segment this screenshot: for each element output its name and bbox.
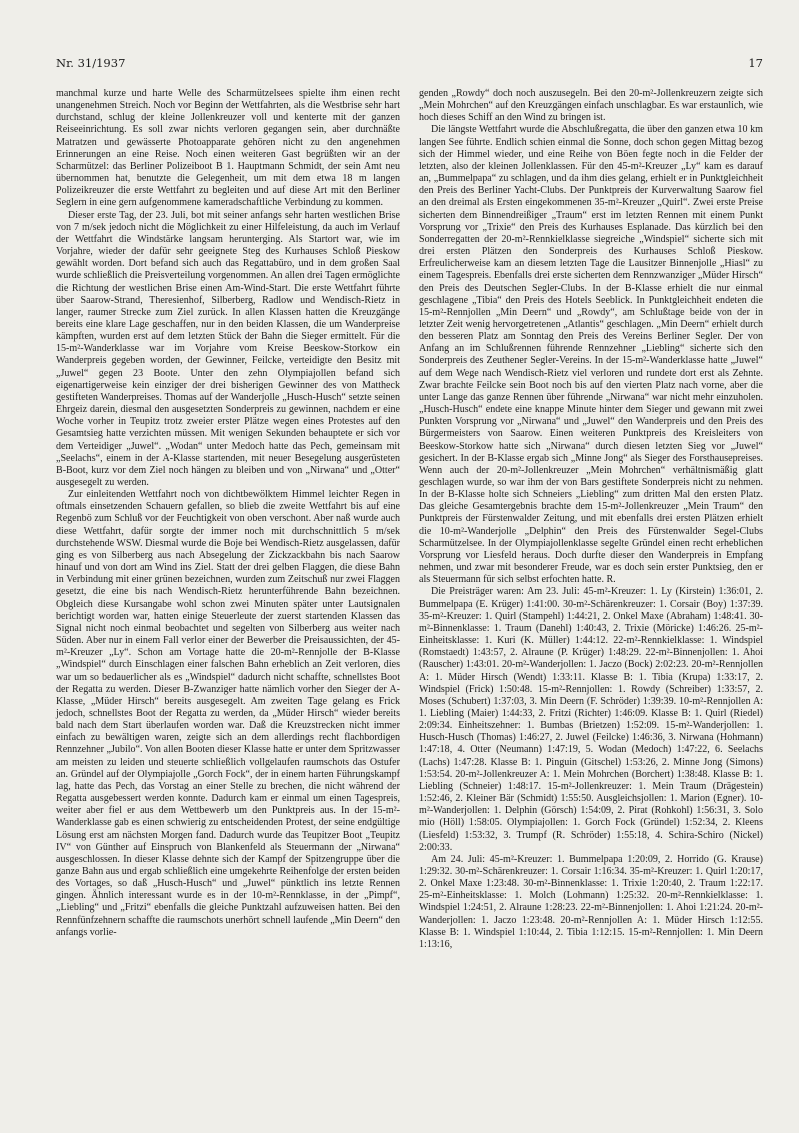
paragraph: genden „Rowdy“ doch noch auszusegeln. Bei den 20-m²-Jollenkreuzern zeigte sich „Mein Mohrchen“ auf den Kreuzgängen einfach unschlagbar. Es war erstaunlich, wie hoch dieses Schiff an den Wind zu bringen ist. xyxy=(419,88,763,124)
right-column xyxy=(419,88,763,951)
paragraph: Die längste Wettfahrt wurde die Abschlußregatta, die über den ganzen etwa 10 km langen See führte. Endlich schien einmal die Sonne, doch schon gegen Mittag bezog sich der Himmel wieder, und eine Reihe von Böen fegte noch in die Felder der letzten, also der kleinen Jollenklassen. Für den 45-m²-Kreuzer „Ly“ kam es darauf an, „Bummelpapa“ zu schlagen, und da ihm dies gelang, erhielt er in Punktgleichheit den Preis des Berliner Yacht-Clubs. Der Punktpreis der Kurverwaltung Saarow fiel an den dreimal als Ersten eingekommenen 35-m²-Kreuzer „Quirl“. Zwei erste Preise sicherten dem Binnendreißiger „Traum“ erst im letzten Rennen mit einem Punkt Vorsprung vor „Trixie“ den Preis des Kurhauses Esplanade. Das kürzlich bei den Sonderregatten der 20-m²-Rennkielklasse siegreiche „Windspiel“ sicherte sich mit drei ersten Plätzen den Sonderpreis des Kurhauses Schloß Pieskow. Erfreulicherweise kam an diesem letzten Tage die Lausitzer Binnenjolle „Hiasl“ zu einem Tagespreis. Ebenfalls drei erste sicherten dem Rennzwanziger „Müder Hirsch“ den Preis des Deutschen Segler-Clubs. In der B-Klasse erhielt die nur einmal geschlagene „Tibia“ den Preis des Hotels Seeblick. In Punktgleichheit endeten die 15-m²-Rennjollen „Min Deern“ und „Rowdy“, am Schlußtage beide von der in letzter Zeit wenig hervorgetretenen „Atlantis“ geschlagen. „Min Deern“ erhielt durch den besseren Platz am Sonntag den Preis des Vereins Berliner Segler. Der von Anfang an im Schlußrennen führende Rennzehner „Liebling“ sicherte sich den Sonderpreis des Zeuthener Segler-Vereins. In der 15-m²-Wanderklasse hatte „Juwel“ auf dem Wege nach Wendisch-Rietz viel verloren und rundete dort erst als Zehnte. Zwar brachte Feilcke sein Boot noch bis auf den vierten Platz nach vorne, aber die unter Lange das ganze Rennen über führende „Nirwana“ war nicht mehr einzuholen. „Husch-Husch“ endete eine knappe Minute hinter dem Sieger und gewann mit zwei Punkten Vorsprung vor „Nirwana“ und „Juwel“ den Wanderpreis und den Preis des Bürgermeisters von Saarow. Einen weiteren Punktpreis des Kreisleiters von Beeskow-Storkow hatte sich „Nirwana“ durch diesen letzten Sieg vor „Juwel“ gesichert. In der B-Klasse ergab sich „Minne Jong“ als Sieger des Forsthausepreises. Wenn auch der 20-m²-Jollenkreuzer „Mein Mohrchen“ verhältnismäßig glatt geschlagen wurde, so war ihm der von Bars gestiftete Sonderpreis nicht zu nehmen. In der B-Klasse holte sich Schneiers „Liebling“ zum dritten Mal den ersten Platz. Das gleiche Gesamtergebnis brachte dem 15-m²-Jollenkreuzer „Mein Traum“ den Punktpreis der Fürstenwalder Zeitung, und mit ebenfalls drei ersten Plätzen erhielt die 10-m²-Wanderjolle „Delphin“ den Preis des Fürstenwalder Segel-Clubs Scharmützelsee. In der Olympiajollenklasse segelte Gründel einen recht erheblichen Vorsprung vor Liesfeld heraus. Doch durfte dieser den Wanderpreis in Empfang nehmen, und zwar mit besonderer Freude, war es doch sein erster Punktsieg, den er als Steuermann für sich selbst erfochten hatte. R. xyxy=(419,124,763,586)
page-number: 17 xyxy=(748,56,763,70)
issue-number: Nr. 31/1937 xyxy=(56,56,126,70)
page-header xyxy=(56,56,763,70)
paragraph: manchmal kurze und harte Welle des Scharmützelsees spielte ihm einen recht unangenehmen Streich. Noch vor Beginn der Wettfahrten, als die Westbrise sehr hart durchstand, schlug der kleine Jollenkreuzer voll und kenterte mit der ganzen Reiseeinrichtung. Es soll zwar nichts verloren gegangen sein, aber durchnäßte Matratzen und gewässerte Photoapparate gehören nicht zu den angenehmen Erinnerungen an eine Reise. Noch einen weiteren Gast begrüßten wir an der Scharmützel: das Berliner Polizeiboot B 1. Hauptmann Schmidt, der sein Amt neu übernommen hat, benutzte die Gelegenheit, um mit dem etwa 18 m langen Polizeikreuzer die erste Wettfahrt zu begleiten und auf diese Art mit den Berliner Seglern in eine gern aufgenommene kameradschaftliche Verbindung zu kommen. xyxy=(56,88,400,209)
results-list: Am 24. Juli: 45-m²-Kreuzer: 1. Bummelpapa 1:20:09, 2. Horrido (G. Krause) 1:29:32. 30-m²-Schärenkreuzer: 1. Corsair 1:16:34. 35-m²-Kreuzer: 1. Quirl 1:20:17, 2. Onkel Maxe 1:23:48. 30-m²-Binnenklasse: 1. Trixie 1:20:40, 2. Traum 1:22:17. 25-m²-Einheitsklasse: 1. Molch (Lohmann) 1:25:32. 20-m²-Rennkielklasse: 1. Windspiel 1:24:51, 2. Alraune 1:28:23. 22-m²-Binnenjollen: 1. Ahoi 1:21:24. 20-m²-Wanderjollen: 1. Jaczo 1:23:48. 20-m²-Rennjollen A: 1. Müder Hirsch 1:12:55. Klasse B: 1. Windspiel 1:10:44, 2. Tibia 1:12:15. 15-m²-Rennjollen: 1. Min Deern 1:13:16, xyxy=(419,853,763,950)
results-list: Die Preisträger waren: Am 23. Juli: 45-m²-Kreuzer: 1. Ly (Kirstein) 1:36:01, 2. Bummelpapa (E. Krüger) 1:41:00. 30-m²-Schärenkreuzer: 1. Corsair (Boy) 1:37:39. 35-m²-Kreuzer: 1. Quirl (Stampehl) 1:44:21, 2. Onkel Maxe (Abraham) 1:48:41. 30-m²-Binnenklasse: 1. Traum (Danehl) 1:40:43, 2. Trixie (Möricke) 1:46:26. 25-m²-Einheitsklasse: 1. Kuri (K. Müller) 1:44:12. 22-m²-Rennkielklasse: 1. Windspiel (Romstaedt) 1:43:57, 2. Alraune (P. Krüger) 1:48:29. 22-m²-Binnenjollen: 1. Ahoi (Rauscher) 1:43:01. 20-m²-Wanderjollen: 1. Jaczo (Bock) 2:02:23. 20-m²-Rennjollen A: 1. Müder Hirsch (Wendt) 1:33:11. Klasse B: 1. Tibia (Krupa) 1:33:17, 2. Windspiel (Frick) 1:50:48. 15-m²-Rennjollen: 1. Rowdy (Schreiber) 1:33:57, 2. Moses (Schubert) 1:37:03, 3. Min Deern (F. Schröder) 1:39:39. 10-m²-Rennjollen A: 1. Liebling (Maier) 1:44:33, 2. Fritzi (Richter) 1:46:09. Klasse B: 1. Quirl (Riedel) 2:09:34. Einheitszehner: 1. Bumbas (Brietzen) 1:52:09. 15-m²-Wanderjollen: 1. Husch-Husch (Thomas) 1:46:27, 2. Juwel (Feilcke) 1:46:36, 3. Nirwana (Hohmann) 1:47:18, 4. Otter (Neumann) 1:47:19, 5. Wodan (Medoch) 1:47:22, 6. Seelachs (Lachs) 1:47:28. Klasse B: 1. Pinguin (Gitschel) 1:53:26, 2. Minne Jong (Simons) 1:53:54. 20-m²-Jollenkreuzer A: 1. Mein Mohrchen (Borchert) 1:38:48. Klasse B: 1. Liebling (Schneier) 1:48:17. 15-m²-Jollenkreuzer: 1. Mein Traum (Drägestein) 1:52:46, 2. Kleiner Bär (Schmidt) 1:55:50. Ausgleichsjollen: 1. Marion (Egner). 10-m²-Wanderjollen: 1. Delphin (Görsch) 1:54:09, 2. Pirat (Rohkohl) 1:56:31, 3. Solo mio (Höll) 1:58:05. Olympiajollen: 1. Gorch Fock (Gründel) 1:52:34, 2. Kleens (Liesfeld) 1:53:32, 3. Trumpf (R. Schröder) 1:55:18, 4. Schira-Schiro (Nickel) 2:00:33. xyxy=(419,586,763,853)
left-column xyxy=(56,88,400,951)
paragraph: Dieser erste Tag, der 23. Juli, bot mit seiner anfangs sehr harten westlichen Brise von 7 m/sek jedoch nicht die Möglichkeit zu einer Hilfeleistung, da auch im Verlauf der Wettfahrt die Windstärke langsam herunterging. Als Startort war, wie im Vorjahre, wieder der dafür sehr geeignete Steg des Kurhauses Schloß Pieskow gewählt worden. Dort befand sich auch das Regattabüro, und in dem großen Saal wurde schließlich die Preisverteilung vorgenommen. An allen drei Tagen ermöglichte die Richtung der westlichen Brise einen Am-Wind-Start. Die erste Wettfahrt führte über Saarow-Strand, Theresienhof, Silberberg, Radlow und Wendisch-Rietz in langer, raumer Strecke zum Ziel zurück. In allen Klassen hatten die Kreuzgänge bereits eine klare Lage geschaffen, nur in den beiden Klassen, die um Wanderpreise kämpften, wurden erst auf dem letzten Stück der Bahn die Sieger ermittelt. Für die 15-m²-Wanderklasse war im Vorjahre vom Kreise Beeskow-Storkow ein Wanderpreis gegeben worden, der Gewinner, Feilcke, verteidigte den Besitz mit „Juwel“ gegen 23 Boote. Unter den zehn Olympiajollen befand sich eigenartigerweise kein einziger der drei bisherigen Gewinner des von Mattheck gestifteten Wanderpreises. Thomas auf der Wanderjolle „Husch-Husch“ setzte seinen Ehrgeiz darein, diesmal den ausgesetzten Sonderpreis zu gewinnen, nachdem er eine Woche vorher in Teupitz trotz zweier erster Plätze wegen eines Protestes auf den Gesamtsieg hatte verzichten müssen. Mit wenigen Sekunden behauptete er sich vor dem Verteidiger „Juwel“. „Wodan“ unter Medoch hatte das Pech, gemeinsam mit „Seelachs“, einem in der A-Klasse startenden, mit neuer Besegelung ausgerüsteten B-Boot, kurz vor dem Ziel noch hängen zu bleiben und von „Nirwana“ und „Otter“ ausgesegelt zu werden. xyxy=(56,209,400,488)
text-columns xyxy=(56,88,763,951)
paragraph: Zur einleitenden Wettfahrt noch von dichtbewölktem Himmel leichter Regen in oftmals einsetzenden Schauern gefallen, so blieb die zweite Wettfahrt bis auf eine Regenbö zum Schluß vor der Feuchtigkeit von oben verschont. Aber naß wurde auch diese Wettfahrt, dafür sorgte der immer noch mit durchschnittlich 5 m/sek durchstehende WSW. Diesmal wurde die Boje bei Wendisch-Rietz ausgelassen, dafür ging es von Silberberg aus nach Absegelung der Zickzackbahn bis nach Saarow hinauf und von dort am Wind ins Ziel. Statt der drei gelben Flaggen, die diese Bahn in Verbindung mit einer grünen bezeichnen, wurden zum Zeitschuß nur zwei Flaggen gesetzt, die eine bis nach Wendisch-Rietz herunterführende Bahn bezeichnen. Obgleich diese Kursangabe wohl schon zwei Minuten später unter Lautsignalen berichtigt worden war, hatten einige Steuerleute der zuerst startenden Klassen das Signal nicht noch einmal beobachtet und segelten von Silberberg aus weiter nach Süden. Aber nur in einem Fall verlor einer der Bewerber die Preisaussichten, der 45-m²-Kreuzer „Ly“. Schon am Vortage hatte die 20-m²-Rennjolle der B-Klasse „Windspiel“ durch Einschlagen einer falschen Bahn erheblich an Zeit verloren, dies war um so bedauerlicher als es „Windspiel“ dadurch nicht schaffte, schnellstes Boot der Regatta zu werden. Dieser B-Zwanziger hatte nämlich vorher den Sieger der A-Klasse, „Müder Hirsch“ bereits ausgesegelt. Am zweiten Tage gelang es Frick jedoch, schnellstes Boot der Regatta zu werden, da „Müder Hirsch“ wieder bereits bald nach dem Start überlaufen worden war. Daß die Kreuzstrecken nicht immer einfach zu bewältigen waren, zeigte sich an dem allerdings recht flachbordigen Rennzehner „Jubilo“. Von allen Booten dieser Klasse hatte er unter dem Spritzwasser am meisten zu leiden und steuerte schließlich vollgelaufen raumschots das Ostufer an. Gründel auf der Olympiajolle „Gorch Fock“, der in einem harten Führungskampf lag, hatte das Pech, das Vorstag an einer Stelle zu brechen, die nicht während der Regatta ausgebessert werden konnte. Dadurch kam er einmal um einen Tagespreis, weiter aber fiel er aus dem Wettbewerb um den Punktpreis aus. In der 15-m²-Wanderklasse gab es einen schwierig zu entscheidenden Protest, der seine endgültige Lösung erst am nächsten Morgen fand. Dadurch wurde das Teupitzer Boot „Teupitz IV“ von Günther auf Einspruch von Blankenfeld als Steuermann der „Nirwana“ ausgeschlossen. In dieser Klasse dehnte sich der Kampf der Spitzengruppe über die ganze Bahn aus und ergab schließlich eine umgekehrte Reihenfolge der ersten beiden des Vortages, so daß „Husch-Husch“ und „Juwel“ pünktlich ins letzte Rennen gingen. Ähnlich interessant wurde es in der 10-m²-Rennklasse, in der „Pimpf“, „Liebling“ und „Fritzi“ ebenfalls die gleiche Punktzahl aufzuweisen hatten. Bei den Rennfünfzehnern schaffte die raumschots unerhört schnell laufende „Min Deern“ den anfangs vorlie- xyxy=(56,489,400,938)
